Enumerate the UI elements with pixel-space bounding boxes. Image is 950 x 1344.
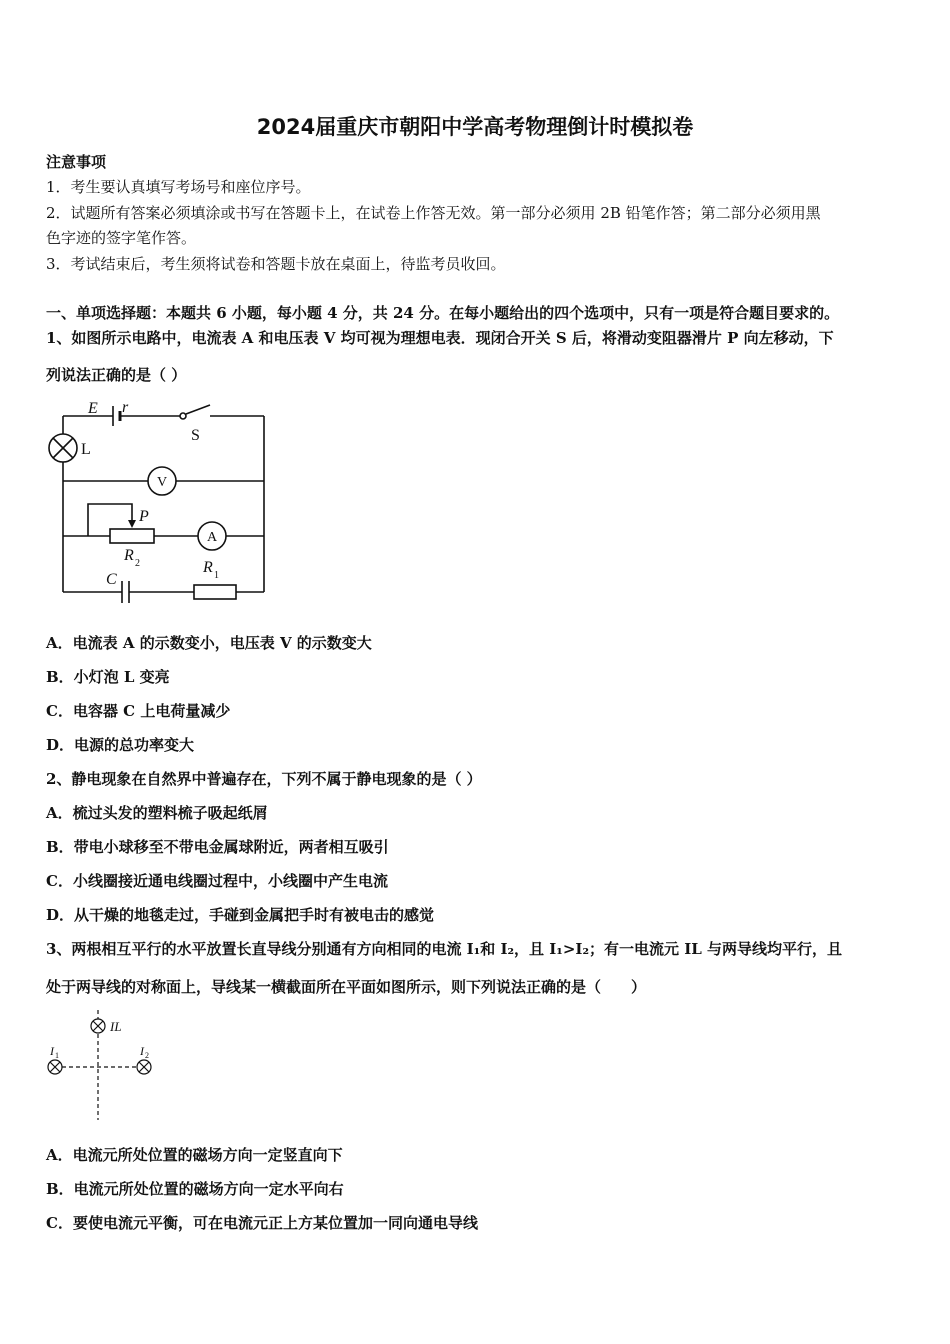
q3-stem: 3、两根相互平行的水平放置长直导线分别通有方向相同的电流 I₁和 I₂，且 I₁>I₂；有一电流元 IL 与两导线均平行，且 <box>46 940 843 958</box>
label-r2-sub: 2 <box>135 558 140 569</box>
resistor-r1 <box>194 585 236 599</box>
label-c: C <box>106 571 117 588</box>
q2-option: B．带电小球移至不带电金属球附近，两者相互吸引 <box>46 838 389 856</box>
label-l: L <box>81 441 91 458</box>
label-r1: R <box>203 559 213 576</box>
q2-option: A．梳过头发的塑料梳子吸起纸屑 <box>46 804 268 822</box>
wire-i2-symbol <box>137 1060 151 1074</box>
q1-option: B．小灯泡 L 变亮 <box>46 668 170 686</box>
circuit-diagram <box>40 392 280 612</box>
q1-option: D．电源的总功率变大 <box>46 736 195 754</box>
label-r1-sub: 1 <box>214 570 219 581</box>
q1-option: A．电流表 A 的示数变小，电压表 V 的示数变大 <box>46 634 372 652</box>
label-r: r <box>122 399 129 416</box>
label-v: V <box>156 475 168 490</box>
wire-i1-symbol <box>48 1060 62 1074</box>
label-i2-sub: 2 <box>145 1051 149 1060</box>
q3-option: A．电流元所处位置的磁场方向一定竖直向下 <box>46 1146 343 1164</box>
q2-stem: 2、静电现象在自然界中普遍存在，下列不属于静电现象的是（ ） <box>46 770 482 788</box>
notice-item: 2．试题所有答案必须填涂或书写在答题卡上，在试卷上作答无效。第一部分必须用 2B 铅笔作答；第二部分必须用黑 <box>46 204 821 222</box>
page-title: 2024届重庆市朝阳中学高考物理倒计时模拟卷 <box>256 115 694 139</box>
label-a: A <box>206 530 218 545</box>
label-i2: I <box>140 1044 144 1058</box>
switch-blade <box>186 405 210 414</box>
q3-option: C．要使电流元平衡，可在电流元正上方某位置加一同向通电导线 <box>46 1214 478 1232</box>
notice-item: 色字迹的签字笔作答。 <box>46 229 197 247</box>
label-e: E <box>88 400 98 417</box>
label-s: S <box>191 427 200 444</box>
notice-item: 1．考生要认真填写考场号和座位序号。 <box>46 178 311 196</box>
q3-stem: 处于两导线的对称面上，导线某一横截面所在平面如图所示，则下列说法正确的是（ ） <box>46 978 647 996</box>
q2-option: C．小线圈接近通电线圈过程中，小线圈中产生电流 <box>46 872 388 890</box>
switch-contact <box>180 413 186 419</box>
label-r2: R <box>124 547 134 564</box>
current-element-symbol <box>91 1019 105 1033</box>
label-i1: I <box>50 1044 54 1058</box>
notice-heading: 注意事项 <box>46 153 107 171</box>
wire-diagram <box>40 1010 170 1122</box>
q2-option: D．从干燥的地毯走过，手碰到金属把手时有被电击的感觉 <box>46 906 435 924</box>
notice-item: 3．考试结束后，考生须将试卷和答题卡放在桌面上，待监考员收回。 <box>46 255 506 273</box>
q1-option: C．电容器 C 上电荷量减少 <box>46 702 231 720</box>
rheostat-r2 <box>110 529 154 543</box>
slider-arrow <box>128 520 136 528</box>
label-p: P <box>139 508 149 525</box>
q1-stem: 1、如图所示电路中，电流表 A 和电压表 V 均可视为理想电表．现闭合开关 S 后，将滑动变阻器滑片 P 向左移动，下 <box>46 329 834 347</box>
q3-option: B．电流元所处位置的磁场方向一定水平向右 <box>46 1180 344 1198</box>
q1-stem: 列说法正确的是（ ） <box>46 366 187 384</box>
label-i1-sub: 1 <box>55 1051 59 1060</box>
label-il: IL <box>110 1019 122 1034</box>
section-heading: 一、单项选择题：本题共 6 小题，每小题 4 分，共 24 分。在每小题给出的四个选项中，只有一项是符合题目要求的。 <box>46 304 840 322</box>
